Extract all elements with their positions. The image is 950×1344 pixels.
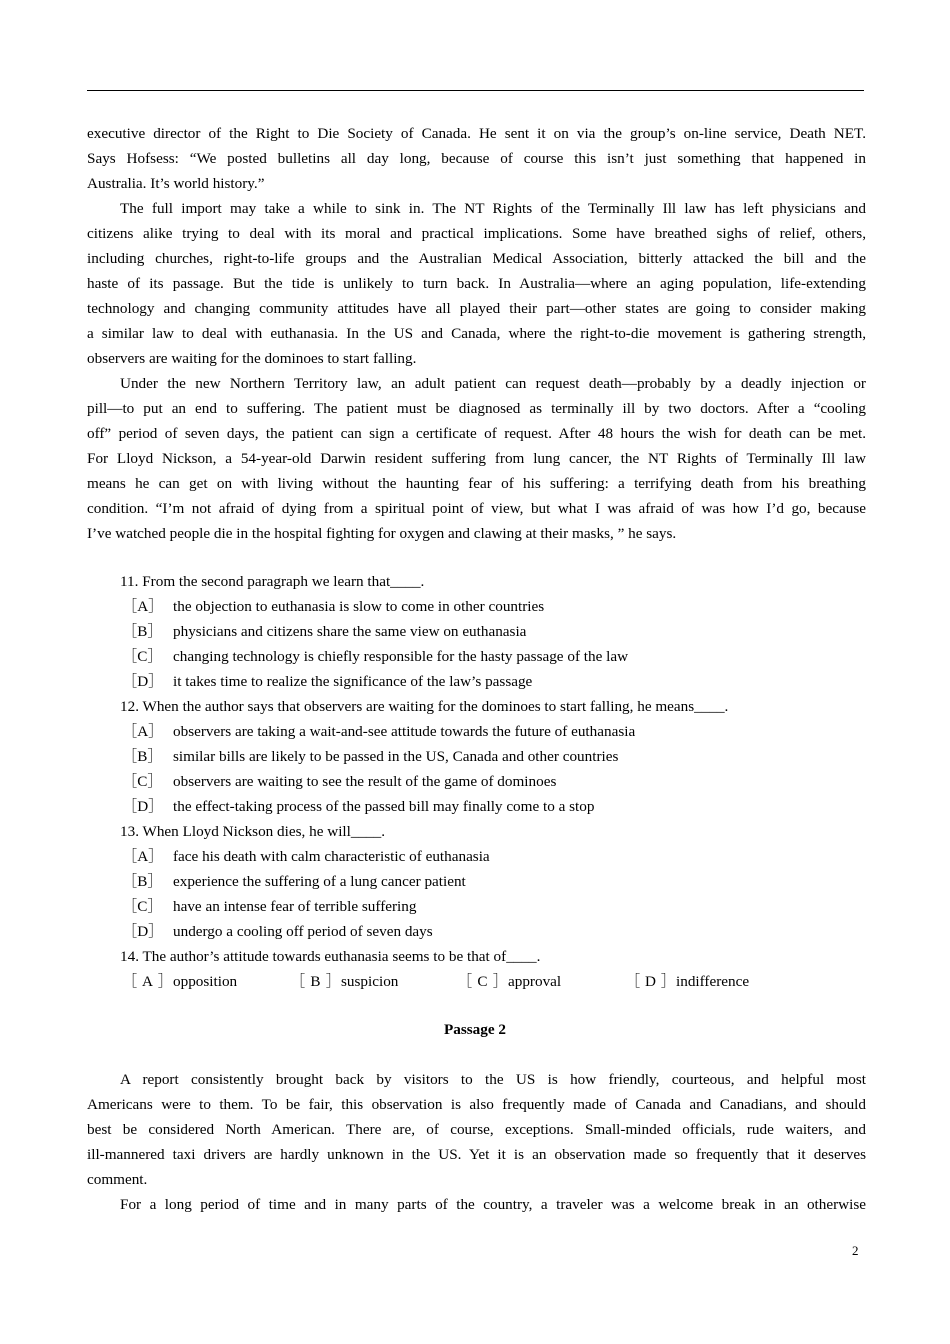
option-label: ［A］	[122, 973, 173, 990]
option-label: ［A］	[122, 598, 164, 615]
option-label: ［C］	[457, 973, 508, 990]
paragraph	[87, 1067, 866, 1192]
option-text: suspicion	[341, 973, 399, 990]
text-line: pill—to put an end to suffering. The patient must be diagnosed as terminally ill by two doctors. After a “cooling	[87, 400, 866, 417]
question-stem: 11. From the second paragraph we learn that____.	[120, 573, 425, 590]
text-line: including churches, right-to-life groups and the Australian Medical Association, bitterly attacked the bill and the	[87, 250, 866, 267]
option-c	[87, 644, 866, 669]
text-line: condition. “I’m not afraid of dying from a spiritual point of view, but what I was afraid of was how I’d go, because	[87, 500, 866, 517]
passage-2	[87, 1067, 866, 1217]
text-line: a similar law to deal with euthanasia. In the US and Canada, where the right-to-die movement is gathering strength,	[87, 325, 866, 342]
text-line: executive director of the Right to Die Society of Canada. He sent it on via the group’s on-line service, Death NET.	[87, 125, 866, 142]
option-text: similar bills are likely to be passed in the US, Canada and other countries	[173, 748, 619, 765]
question-14	[87, 944, 866, 994]
option-a	[122, 969, 290, 994]
option-d	[87, 794, 866, 819]
text-line: I’ve watched people die in the hospital fighting for oxygen and clawing at their masks, ” he says.	[87, 525, 677, 542]
text-line: haste of its passage. But the tide is unlikely to turn back. In Australia—where an aging population, life-extending	[87, 275, 866, 292]
option-label: ［C］	[122, 648, 163, 665]
text-line: Under the new Northern Territory law, an adult patient can request death—probably by a deadly injection or	[120, 375, 866, 392]
passage-1	[87, 121, 866, 546]
option-c	[87, 894, 866, 919]
option-text: it takes time to realize the significance of the law’s passage	[173, 673, 533, 690]
option-label: ［C］	[122, 773, 163, 790]
option-label: ［D］	[122, 798, 164, 815]
text-line: technology and changing community attitudes have all played their part—other states are going to consider making	[87, 300, 866, 317]
text-line: For a long period of time and in many parts of the country, a traveler was a welcome break in an otherwise	[120, 1196, 866, 1213]
question-stem: 12. When the author says that observers are waiting for the dominoes to start falling, he means____.	[120, 698, 729, 715]
text-line: means he can get on with living without the haunting fear of his suffering: a terrifying death from his breathing	[87, 475, 866, 492]
option-text: the objection to euthanasia is slow to come in other countries	[173, 598, 545, 615]
option-label: ［B］	[290, 973, 341, 990]
option-text: changing technology is chiefly responsible for the hasty passage of the law	[173, 648, 629, 665]
option-a	[87, 844, 866, 869]
text-line: off” period of seven days, the patient can sign a certificate of request. After 48 hours the wish for death can be met.	[87, 425, 866, 442]
option-b	[87, 619, 866, 644]
option-text: undergo a cooling off period of seven days	[173, 923, 433, 940]
question-stem: 14. The author’s attitude towards euthanasia seems to be that of____.	[120, 948, 541, 965]
option-label: ［D］	[625, 973, 676, 990]
option-d	[87, 669, 866, 694]
option-b	[290, 969, 457, 994]
header-rule	[87, 90, 864, 91]
option-a	[87, 719, 866, 744]
option-label: ［D］	[122, 673, 164, 690]
option-a	[87, 594, 866, 619]
option-label: ［B］	[122, 873, 163, 890]
option-d	[87, 919, 866, 944]
question-13	[87, 819, 866, 944]
option-text: opposition	[173, 973, 238, 990]
option-label: ［A］	[122, 723, 164, 740]
option-text: the effect-taking process of the passed bill may finally come to a stop	[173, 798, 595, 815]
text-line: A report consistently brought back by visitors to the US is how friendly, courteous, and helpful most	[120, 1071, 866, 1088]
option-d	[625, 969, 749, 994]
text-line: Says Hofsess: “We posted bulletins all day long, because of course this isn’t just something that happened in	[87, 150, 866, 167]
option-text: indifference	[676, 973, 750, 990]
option-label: ［D］	[122, 923, 164, 940]
text-line: citizens alike trying to deal with its moral and practical implications. Some have breathed sighs of relief, others,	[87, 225, 866, 242]
text-line: ill-mannered taxi drivers are hardly unknown in the US. Yet it is an observation made so frequently that it deserves	[87, 1146, 866, 1163]
option-label: ［A］	[122, 848, 164, 865]
text-line: best be considered North American. There are, of course, exceptions. Small-minded officials, rude waiters, and	[87, 1121, 866, 1138]
option-label: ［B］	[122, 623, 163, 640]
question-11	[87, 569, 866, 694]
text-line: observers are waiting for the dominoes to start falling.	[87, 350, 417, 367]
option-label: ［B］	[122, 748, 163, 765]
option-label: ［C］	[122, 898, 163, 915]
text-line: comment.	[87, 1171, 148, 1188]
text-line: Australia. It’s world history.”	[87, 175, 265, 192]
option-text: physicians and citizens share the same view on euthanasia	[173, 623, 527, 640]
text-line: Americans were to them. To be fair, this observation is also frequently made of Canada and Canadians, and should	[87, 1096, 866, 1113]
text-line: For Lloyd Nickson, a 54-year-old Darwin resident suffering from lung cancer, the NT Rights of Terminally Ill law	[87, 450, 866, 467]
options-row	[87, 969, 866, 994]
paragraph	[87, 196, 866, 371]
paragraph	[87, 371, 866, 546]
option-b	[87, 869, 866, 894]
page-number: 2	[852, 1243, 859, 1258]
option-text: experience the suffering of a lung cancer patient	[173, 873, 466, 890]
option-text: have an intense fear of terrible suffering	[173, 898, 417, 915]
option-text: observers are waiting to see the result of the game of dominoes	[173, 773, 557, 790]
passage-2-title: Passage 2	[443, 1021, 506, 1038]
option-c	[87, 769, 866, 794]
text-line: The full import may take a while to sink in. The NT Rights of the Terminally Ill law has left physicians and	[120, 200, 866, 217]
paragraph	[87, 121, 866, 196]
option-text: observers are taking a wait-and-see attitude towards the future of euthanasia	[173, 723, 636, 740]
option-text: face his death with calm characteristic of euthanasia	[173, 848, 490, 865]
option-c	[457, 969, 625, 994]
option-b	[87, 744, 866, 769]
option-text: approval	[508, 973, 562, 990]
question-stem: 13. When Lloyd Nickson dies, he will____.	[120, 823, 386, 840]
questions	[87, 569, 866, 994]
question-12	[87, 694, 866, 819]
paragraph	[87, 1192, 866, 1217]
